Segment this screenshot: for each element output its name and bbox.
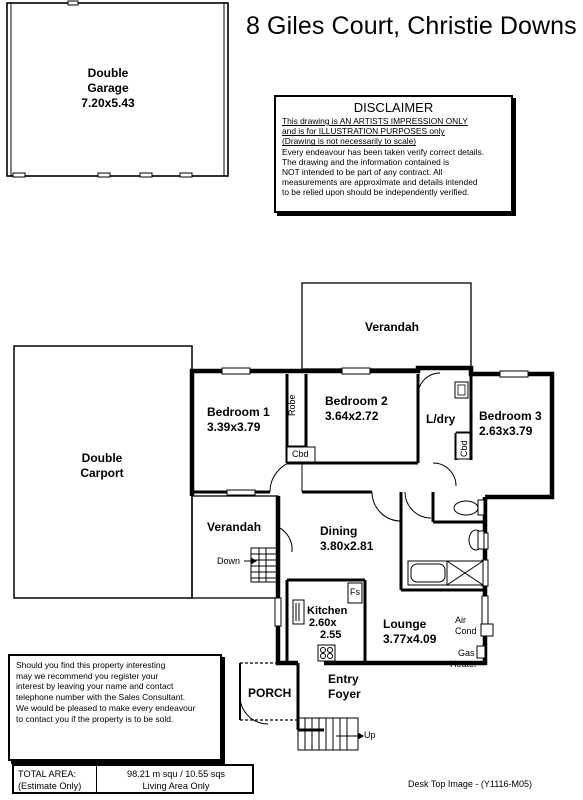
stairs-down: [244, 548, 279, 582]
stairs-up-label: Up: [364, 730, 376, 740]
estimate-only-label: (Estimate Only): [18, 781, 82, 791]
cupboard-label-2: Cbd: [459, 440, 469, 457]
garage-name-2: Garage: [87, 81, 129, 95]
total-area-values: [100, 768, 252, 792]
lounge-name: Lounge: [383, 617, 427, 631]
bedroom-3-label: [479, 409, 542, 439]
bedroom-1-name: Bedroom 1: [207, 405, 270, 419]
cupboard-label-1: Cbd: [292, 449, 309, 459]
disclaimer-line-3: (Drawing is not necessarily to scale): [282, 136, 417, 147]
carport-label: [62, 451, 142, 481]
total-area-labels: [18, 768, 98, 792]
gas-heater-line-1: Gas: [458, 648, 475, 658]
disclaimer-heading: DISCLAIMER: [353, 100, 434, 115]
interest-line: Should you find this property interesting: [16, 660, 166, 670]
laundry-tub: [455, 382, 468, 398]
bedroom-3-size: 2.63x3.79: [479, 424, 533, 438]
interest-line: interest by leaving your name and contact: [16, 681, 174, 692]
garage-size: 7.20x5.43: [81, 96, 135, 110]
disclaimer-line-7: measurements are approximate and details intended: [282, 177, 478, 188]
entry-line-1: Entry: [328, 672, 359, 686]
total-area-value: 98.21 m squ / 10.55 sqs: [126, 769, 226, 779]
kitchen-size-1: 2.60x: [309, 617, 337, 629]
interest-line: We would be pleased to make every endeavour: [16, 702, 196, 713]
interest-line: telephone number with the Sales Consultant.: [16, 692, 186, 703]
aircond-unit: [481, 624, 493, 636]
kitchen-label: [307, 605, 347, 641]
living-area-only: Living Area Only: [142, 781, 210, 791]
interest-notice-box: [8, 654, 222, 761]
bathroom-fixtures: [408, 500, 484, 585]
lounge-label: [383, 617, 436, 647]
footer-image-id: Desk Top Image - (Y1116-M05): [408, 779, 533, 789]
disclaimer-line-4: Every endeavour has been taken verify correct details.: [282, 146, 485, 157]
total-area-label: TOTAL AREA:: [18, 769, 77, 779]
disclaimer-line-8: to be relied upon should be independently verified.: [282, 187, 470, 198]
bedroom-1-size: 3.39x3.79: [207, 420, 261, 434]
disclaimer-line-5: The drawing and the information contained is: [282, 156, 450, 167]
dining-label: [320, 524, 373, 554]
carport-name-1: Double: [81, 451, 123, 465]
laundry-label: L/dry: [426, 412, 456, 426]
gas-heater-unit: [477, 646, 485, 658]
entry-line-2: Foyer: [328, 687, 361, 701]
total-area-box: [12, 764, 254, 794]
carport-name-2: Carport: [80, 466, 124, 480]
fridge-space-label: Fs: [350, 587, 360, 597]
interest-line: to contact you if the property is to be sold.: [16, 713, 174, 724]
bedroom-3-name: Bedroom 3: [479, 409, 542, 423]
interest-line: may we recommend you register your: [16, 670, 159, 681]
porch-label: PORCH: [248, 686, 292, 700]
verandah-side-label: Verandah: [207, 520, 262, 534]
stairs-down-label: Down: [217, 556, 241, 566]
gas-heater-line-2: Heater: [450, 659, 478, 669]
page-title: 8 Giles Court, Christie Downs: [246, 12, 577, 40]
bedroom-1-label: [207, 405, 270, 435]
kitchen-name: Kitchen: [307, 605, 348, 617]
bedroom-2-name: Bedroom 2: [325, 394, 388, 408]
entry-foyer-label: [328, 672, 361, 702]
garage-name-1: Double: [87, 66, 129, 80]
lounge-size: 3.77x4.09: [383, 632, 437, 646]
aircond-label: [455, 615, 477, 637]
stairs-up: [298, 718, 363, 750]
aircond-line-1: Air: [455, 615, 466, 625]
verandah-side-outline: [192, 496, 278, 598]
disclaimer-box: [274, 95, 513, 213]
disclaimer-line-6: NOT intended to be part of any contract. All: [282, 167, 443, 178]
gas-heater-label: [450, 648, 477, 670]
garage-label: [68, 66, 148, 111]
dining-name: Dining: [320, 524, 358, 538]
disclaimer-line-1: This drawing is AN ARTISTS IMPRESSION ONLY: [282, 116, 468, 126]
verandah-top-label: Verandah: [364, 320, 420, 334]
disclaimer-line-2: and is for ILLUSTRATION PURPOSES only: [282, 126, 445, 137]
bedroom-2-label: [325, 394, 388, 424]
total-area-divider: [96, 766, 97, 792]
dining-size: 3.80x2.81: [320, 539, 374, 553]
bedroom-2-size: 3.64x2.72: [325, 409, 379, 423]
aircond-line-2: Cond: [455, 626, 477, 636]
kitchen-size-2: 2.55: [320, 629, 342, 641]
robe-label: Robe: [287, 394, 297, 416]
cupboards: [287, 433, 470, 462]
